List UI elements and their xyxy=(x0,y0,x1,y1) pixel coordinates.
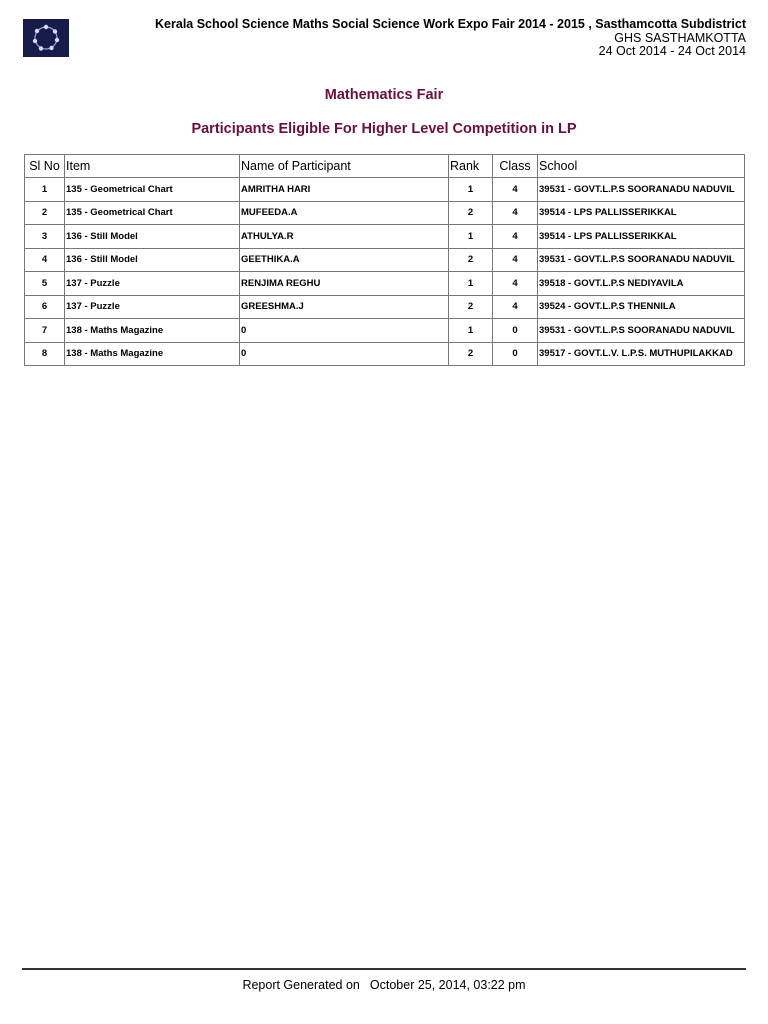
cell-rank: 1 xyxy=(449,272,493,296)
cell-name: GEETHIKA.A xyxy=(240,248,449,272)
cell-sl-no: 2 xyxy=(25,201,65,225)
footer-timestamp: October 25, 2014, 03:22 pm xyxy=(369,978,526,992)
cell-name: AMRITHA HARI xyxy=(240,178,449,202)
cell-sl-no: 6 xyxy=(25,295,65,319)
column-header-item: Item xyxy=(65,155,240,178)
cell-name: RENJIMA REGHU xyxy=(240,272,449,296)
venue-name: GHS SASTHAMKOTTA xyxy=(614,30,746,45)
cell-rank: 2 xyxy=(449,295,493,319)
table-row xyxy=(25,295,745,319)
cell-rank: 2 xyxy=(449,342,493,366)
cell-class: 4 xyxy=(493,225,538,249)
cell-item: 138 - Maths Magazine xyxy=(65,319,240,343)
column-header-school: School xyxy=(538,155,745,178)
cell-rank: 1 xyxy=(449,178,493,202)
cell-school: 39531 - GOVT.L.P.S SOORANADU NADUVIL xyxy=(538,319,745,343)
cell-school: 39514 - LPS PALLISSERIKKAL xyxy=(538,225,745,249)
event-dates: 24 Oct 2014 - 24 Oct 2014 xyxy=(598,44,746,58)
cell-sl-no: 8 xyxy=(25,342,65,366)
table-header-row xyxy=(25,155,745,178)
table-row xyxy=(25,201,745,225)
cell-class: 4 xyxy=(493,295,538,319)
table-row xyxy=(25,225,745,249)
cell-school: 39531 - GOVT.L.P.S SOORANADU NADUVIL xyxy=(538,178,745,202)
cell-name: GREESHMA.J xyxy=(240,295,449,319)
event-title: Kerala School Science Maths Social Science Work Expo Fair 2014 - 2015 , Sasthamcotta Subdistrict xyxy=(155,17,746,31)
cell-name: 0 xyxy=(240,342,449,366)
cell-item: 135 - Geometrical Chart xyxy=(65,178,240,202)
cell-rank: 1 xyxy=(449,225,493,249)
cell-sl-no: 4 xyxy=(25,248,65,272)
table-row xyxy=(25,248,745,272)
cell-sl-no: 5 xyxy=(25,272,65,296)
column-header-class: Class xyxy=(493,155,538,178)
cell-school: 39517 - GOVT.L.V. L.P.S. MUTHUPILAKKAD xyxy=(538,342,745,366)
cell-class: 4 xyxy=(493,178,538,202)
cell-sl-no: 3 xyxy=(25,225,65,249)
cell-name: ATHULYA.R xyxy=(240,225,449,249)
cell-name: 0 xyxy=(240,319,449,343)
cell-class: 4 xyxy=(493,248,538,272)
cell-item: 136 - Still Model xyxy=(65,225,240,249)
report-subtitle: Participants Eligible For Higher Level Competition in LP xyxy=(191,121,577,137)
cell-class: 4 xyxy=(493,201,538,225)
cell-item: 135 - Geometrical Chart xyxy=(65,201,240,225)
column-header-name: Name of Participant xyxy=(240,155,449,178)
cell-class: 0 xyxy=(493,342,538,366)
ring-of-dots-logo-icon xyxy=(23,19,69,57)
fair-title: Mathematics Fair xyxy=(324,87,444,103)
footer-divider xyxy=(22,968,746,970)
cell-class: 0 xyxy=(493,319,538,343)
footer-label: Report Generated on xyxy=(242,978,360,992)
table-row xyxy=(25,272,745,296)
table-row xyxy=(25,178,745,202)
cell-rank: 2 xyxy=(449,201,493,225)
logo-icon xyxy=(23,19,69,57)
cell-class: 4 xyxy=(493,272,538,296)
cell-item: 137 - Puzzle xyxy=(65,272,240,296)
cell-school: 39514 - LPS PALLISSERIKKAL xyxy=(538,201,745,225)
report-footer xyxy=(0,978,768,992)
cell-item: 138 - Maths Magazine xyxy=(65,342,240,366)
report-header xyxy=(155,18,746,59)
cell-item: 136 - Still Model xyxy=(65,248,240,272)
cell-school: 39518 - GOVT.L.P.S NEDIYAVILA xyxy=(538,272,745,296)
table-row xyxy=(25,342,745,366)
cell-school: 39524 - GOVT.L.P.S THENNILA xyxy=(538,295,745,319)
participants-table xyxy=(24,154,745,366)
cell-rank: 2 xyxy=(449,248,493,272)
cell-item: 137 - Puzzle xyxy=(65,295,240,319)
cell-sl-no: 7 xyxy=(25,319,65,343)
column-header-rank: Rank xyxy=(449,155,493,178)
cell-name: MUFEEDA.A xyxy=(240,201,449,225)
cell-rank: 1 xyxy=(449,319,493,343)
column-header-sl-no: Sl No xyxy=(25,155,65,178)
table-row xyxy=(25,319,745,343)
cell-sl-no: 1 xyxy=(25,178,65,202)
cell-school: 39531 - GOVT.L.P.S SOORANADU NADUVIL xyxy=(538,248,745,272)
